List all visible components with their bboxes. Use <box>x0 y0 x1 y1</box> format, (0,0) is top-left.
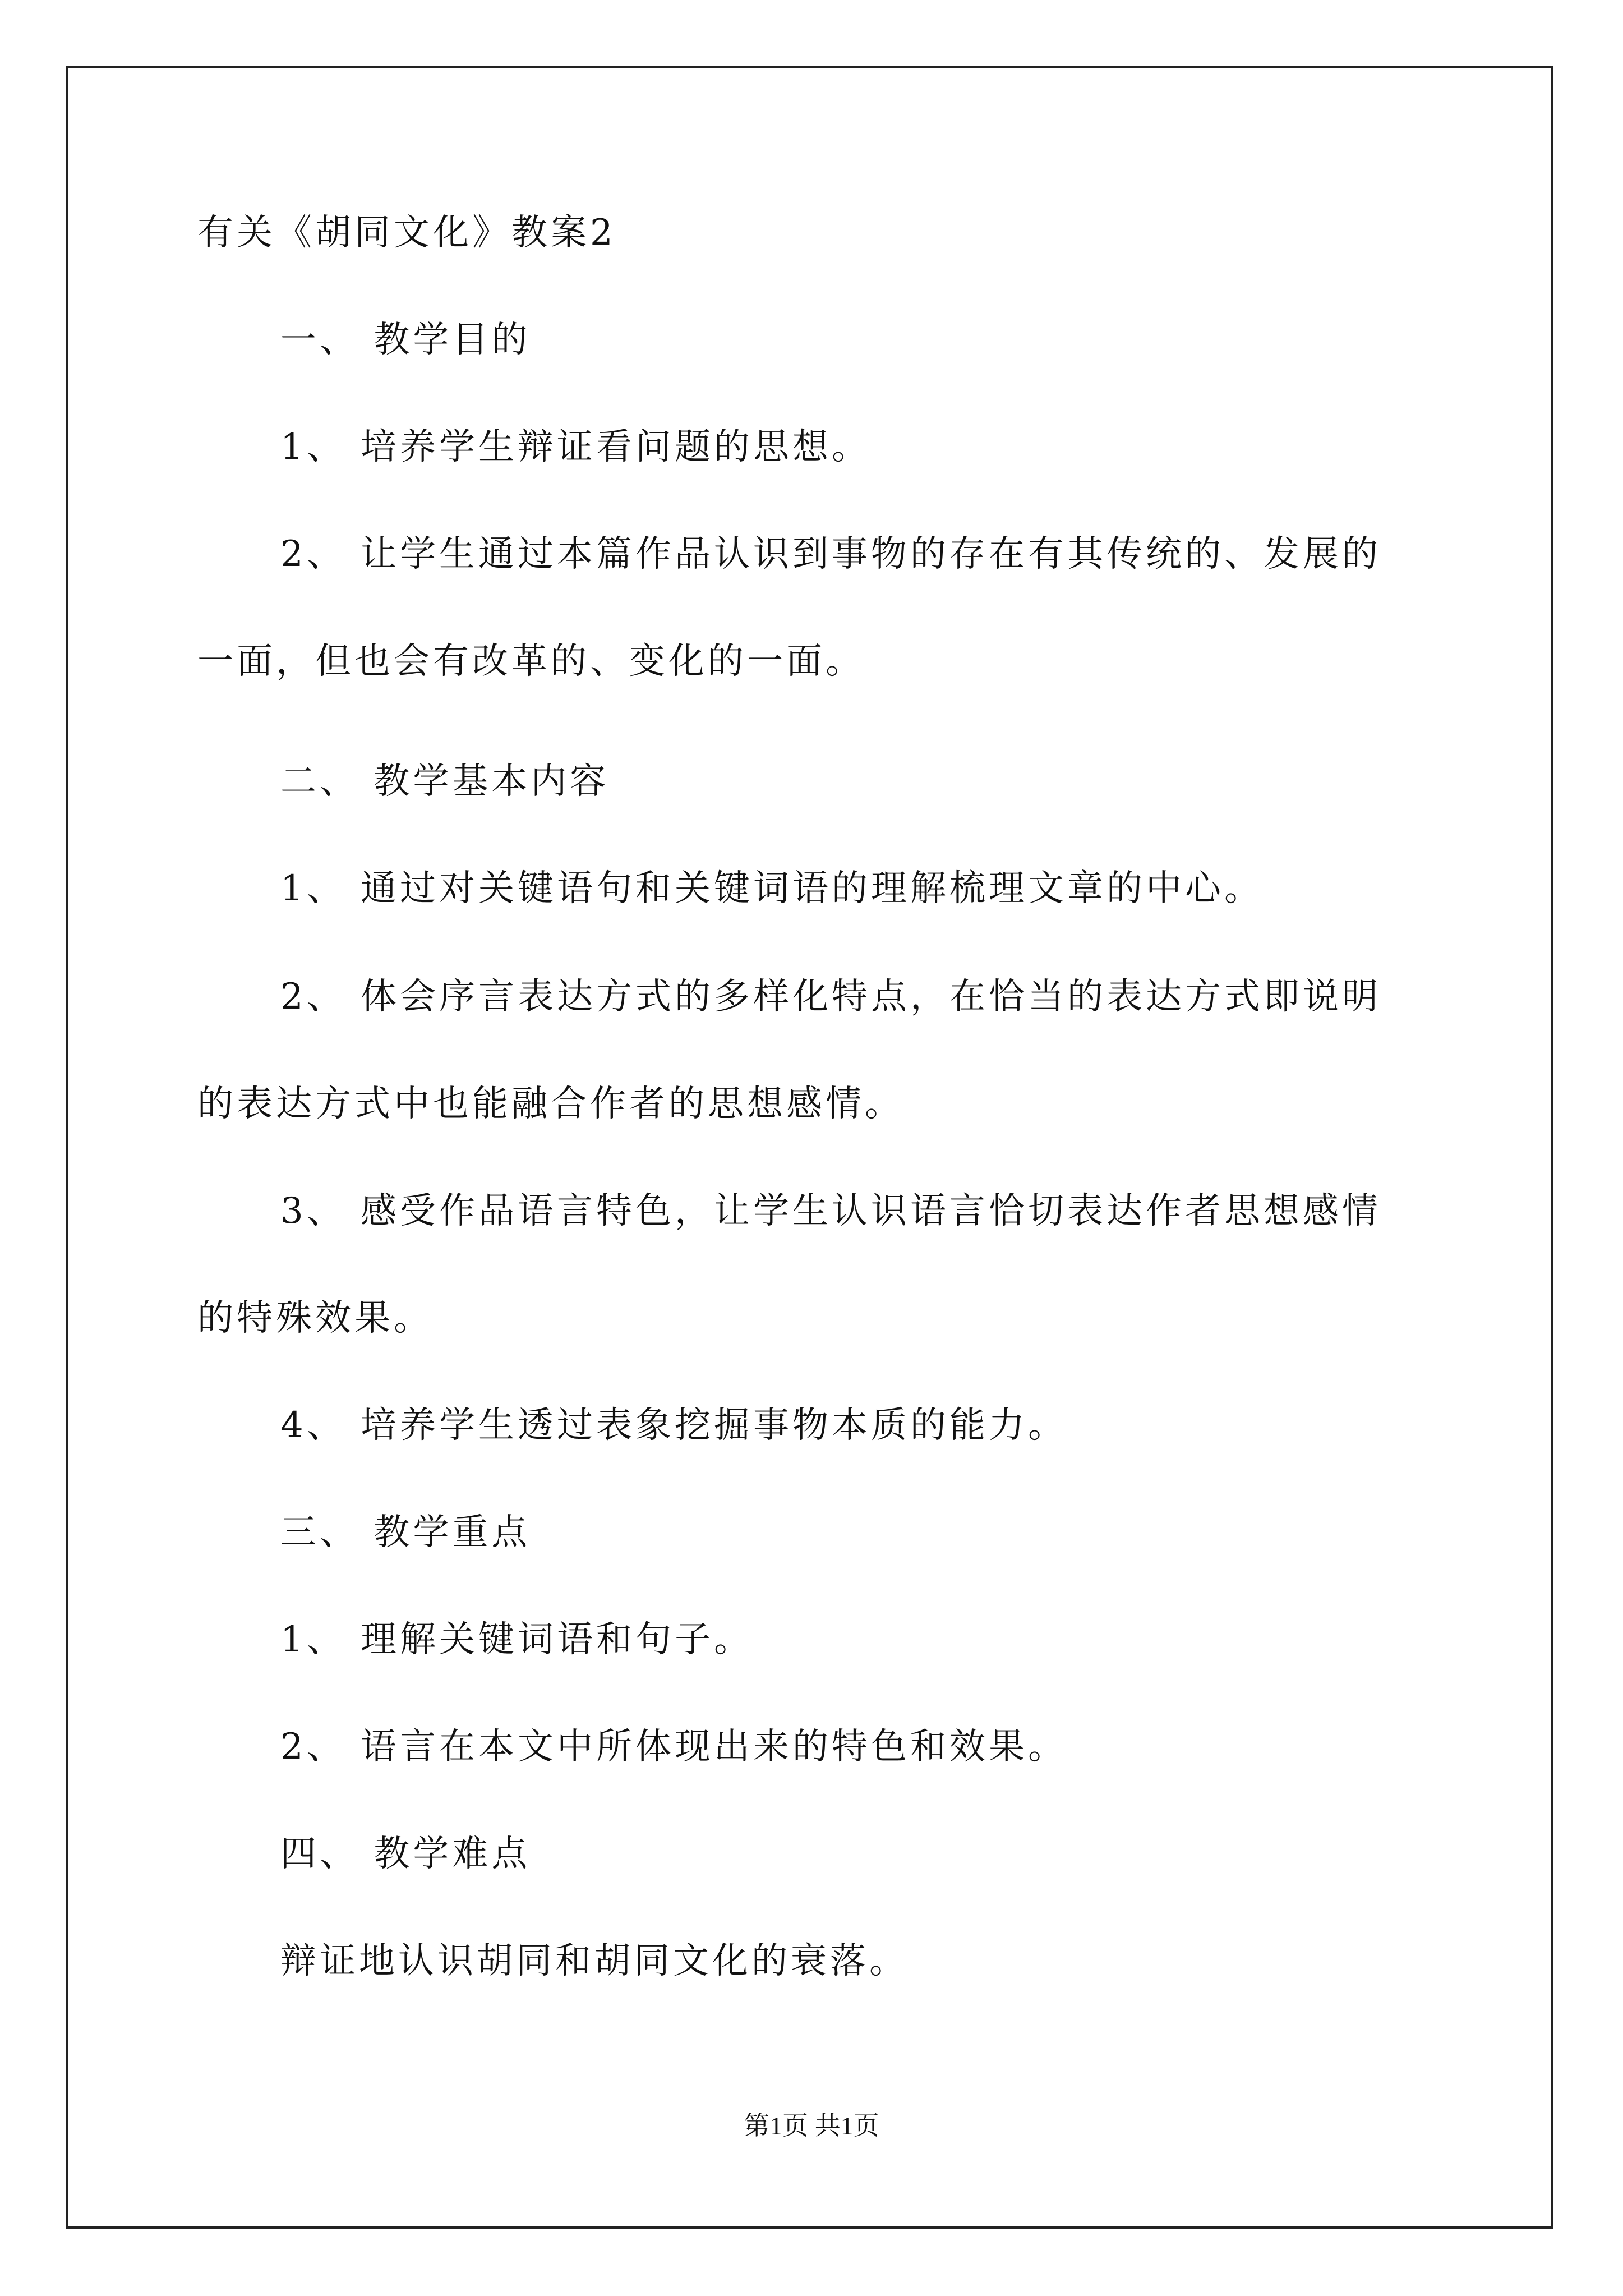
paragraph-line: 3、 感受作品语言特色，让学生认识语言恰切表达作者思想感情 <box>280 1190 1382 1232</box>
section-heading-content: 二、 教学基本内容 <box>280 761 610 802</box>
paragraph-line: 2、 让学生通过本篇作品认识到事物的存在有其传统的、发展的 <box>280 533 1382 575</box>
paragraph-line: 辩证地认识胡同和胡同文化的衰落。 <box>280 1940 909 1982</box>
section-heading-objectives: 一、 教学目的 <box>280 319 531 361</box>
paragraph-line: 1、 培养学生辩证看问题的思想。 <box>280 426 872 468</box>
paragraph-line: 1、 理解关键词语和句子。 <box>280 1619 754 1660</box>
paragraph-line: 4、 培养学生透过表象挖掘事物本质的能力。 <box>280 1405 1068 1446</box>
section-heading-difficulties: 四、 教学难点 <box>280 1833 531 1875</box>
page-border <box>66 66 1553 2229</box>
paragraph-line: 的表达方式中也能融合作者的思想感情。 <box>197 1083 904 1125</box>
paragraph-line: 一面，但也会有改革的、变化的一面。 <box>197 641 865 682</box>
paragraph-line: 1、 通过对关键语句和关键词语的理解梳理文章的中心。 <box>280 868 1264 909</box>
section-heading-key-points: 三、 教学重点 <box>280 1512 531 1553</box>
document-title: 有关《胡同文化》教案2 <box>197 212 616 254</box>
paragraph-line: 2、 语言在本文中所体现出来的特色和效果。 <box>280 1726 1068 1768</box>
paragraph-line: 的特殊效果。 <box>197 1297 433 1339</box>
paragraph-line: 2、 体会序言表达方式的多样化特点，在恰当的表达方式即说明 <box>280 976 1382 1018</box>
page-footer: 第1页 共1页 <box>744 2111 879 2140</box>
